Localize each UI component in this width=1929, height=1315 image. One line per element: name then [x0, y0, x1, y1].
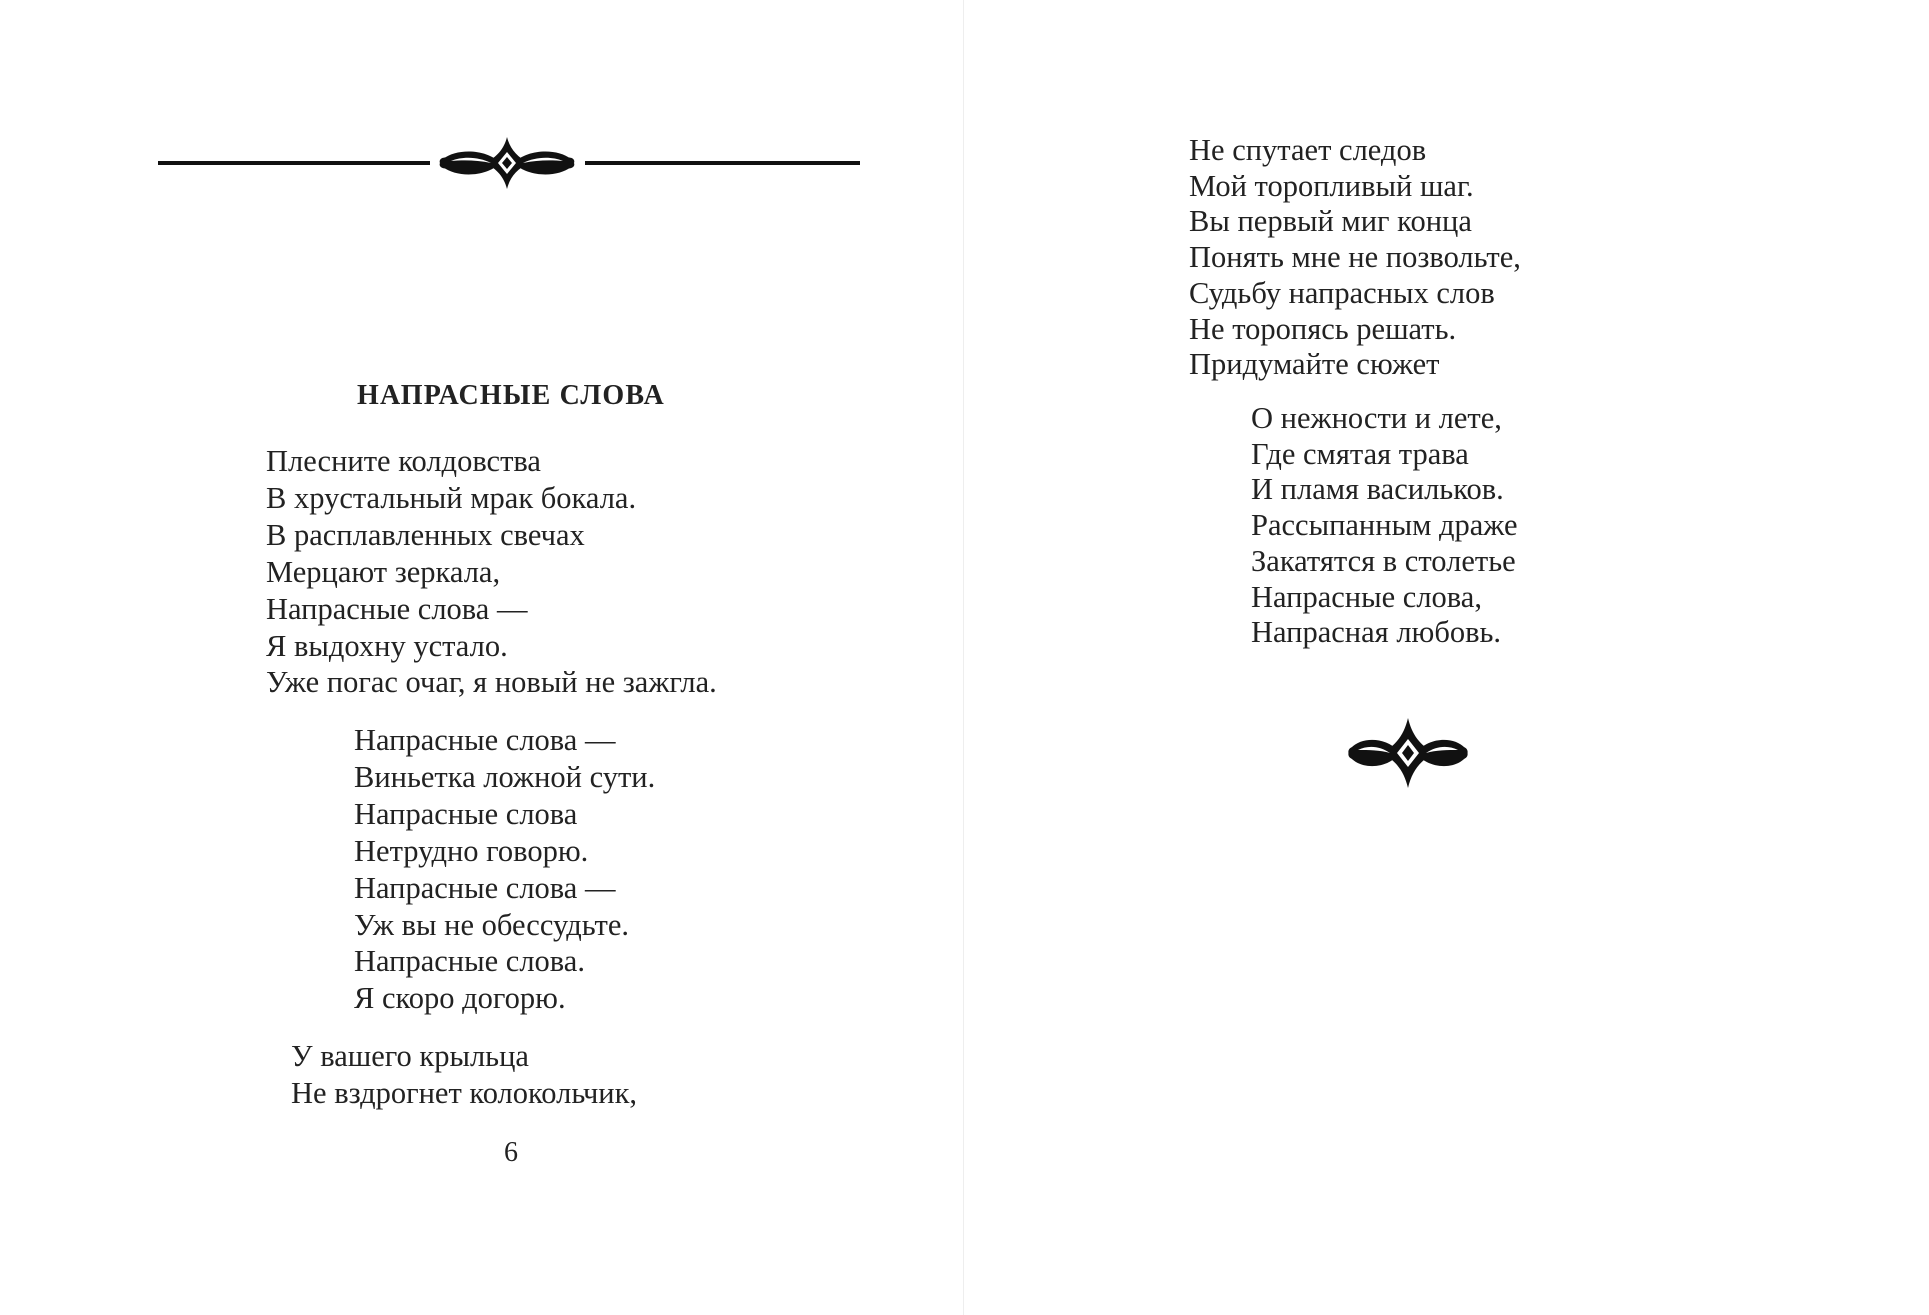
- vignette-divider-icon: [158, 137, 860, 189]
- verse-line: Я выдохну устало.: [266, 628, 508, 663]
- verse-line: Напрасные слова —: [266, 591, 528, 626]
- verse-line: Плесните колдовства: [266, 444, 541, 478]
- verse-line: Нетрудно говорю.: [354, 833, 589, 868]
- verse-line: В расплавленных свечах: [266, 517, 585, 552]
- verse-line: Судьбу напрасных слов: [1189, 275, 1495, 310]
- stanza-1: [266, 443, 717, 701]
- verse-line: Напрасная любовь.: [1251, 615, 1502, 650]
- verse-line: Закатятся в столетье: [1251, 543, 1516, 578]
- verse-line: В хрустальный мрак бокала.: [266, 480, 637, 515]
- verse-line: Напрасные слова —: [354, 723, 616, 757]
- verse-line: О нежности и лете,: [1251, 401, 1502, 435]
- verse-line: У вашего крыльца: [291, 1039, 529, 1073]
- vignette-tailpiece-icon: [1346, 717, 1470, 789]
- left-page: [0, 0, 963, 1315]
- verse-line: Не торопясь решать.: [1189, 311, 1457, 346]
- verse-line: Уж вы не обессудьте.: [354, 907, 630, 942]
- verse-line: Напрасные слова.: [354, 944, 585, 979]
- verse-line: Мерцают зеркала,: [266, 554, 501, 589]
- verse-line: Напрасные слова: [354, 796, 578, 831]
- verse-line: Придумайте сюжет: [1189, 347, 1440, 382]
- verse-line: Я скоро догорю.: [354, 981, 566, 1016]
- verse-line: Где смятая трава: [1251, 436, 1469, 471]
- stanza-3: [291, 1038, 637, 1112]
- verse-line: Не спутает следов: [1189, 133, 1427, 167]
- verse-line: Уже погас очаг, я новый не зажгла.: [266, 665, 717, 700]
- verse-line: И пламя васильков.: [1251, 472, 1504, 507]
- verse-line: Мой торопливый шаг.: [1189, 168, 1474, 203]
- verse-line: Рассыпанным драже: [1251, 508, 1518, 543]
- verse-line: Виньетка ложной сути.: [354, 759, 656, 794]
- verse-line: Напрасные слова —: [354, 870, 616, 905]
- stanza-2: [354, 722, 655, 1017]
- poem-title: НАПРАСНЫЕ СЛОВА: [357, 380, 665, 411]
- verse-line: Вы первый миг конца: [1189, 204, 1472, 239]
- verse-line: Напрасные слова,: [1251, 579, 1482, 614]
- stanza-5: [1251, 401, 1518, 651]
- page-number: 6: [504, 1137, 518, 1168]
- verse-line: Понять мне не позвольте,: [1189, 240, 1521, 275]
- stanza-4: [1189, 133, 1521, 383]
- verse-line: Не вздрогнет колокольчик,: [291, 1076, 638, 1110]
